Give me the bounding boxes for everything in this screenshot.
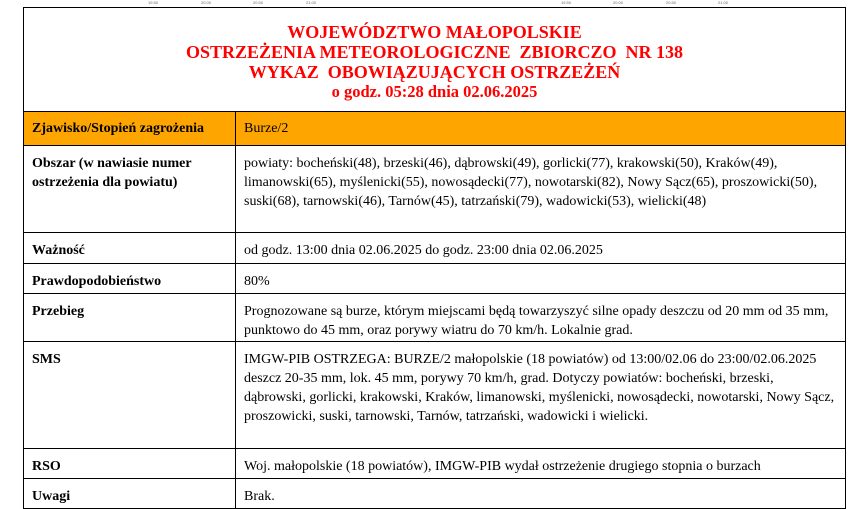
issued-time: o godz. 05:28 dnia 02.06.2025 bbox=[331, 82, 538, 101]
ruler-tick: 19.50 bbox=[561, 0, 572, 5]
table-row-rso bbox=[24, 449, 846, 479]
value-phenomenon: Burze/2 bbox=[236, 112, 846, 146]
ruler-tick: 20.00 bbox=[201, 0, 212, 5]
table-row-probability bbox=[24, 264, 846, 294]
value-sms: IMGW-PIB OSTRZEGA: BURZE/2 małopolskie (18 powiatów) od 13:00/02.06 do 23:00/02.06.2025 deszcz 20-35 mm, lok. 45 mm, porywy 70 km/h, grad. Dotyczy powiatów: bocheński, brzeski, dąbrowski, gorlicki, krakowski, Kraków, limanowski, myślenicki, nowosądecki, nowotarski, Nowy Sącz, proszowicki, suski, tarnowski, Tarnów, tatrzański, wadowicki i wielicki. bbox=[236, 342, 846, 449]
value-validity: od godz. 13:00 dnia 02.06.2025 do godz. 23:00 dnia 02.06.2025 bbox=[236, 233, 846, 264]
ruler-tick: 20.50 bbox=[253, 0, 264, 5]
value-rso: Woj. małopolskie (18 powiatów), IMGW-PIB wydał ostrzeżenie drugiego stopnia o burzach bbox=[236, 449, 846, 479]
label-rso: RSO bbox=[24, 449, 236, 479]
list-title: WYKAZ OBOWIĄZUJĄCYCH OSTRZEŻEŃ bbox=[248, 62, 621, 82]
value-course: Prognozowane są burze, którym miejscami będą towarzyszyć silne opady deszczu od 20 mm od 35 mm, punktowo do 45 mm, oraz porywy wiatru do 70 km/h. Lokalnie grad. bbox=[236, 294, 846, 342]
label-area: Obszar (w nawiasie numer ostrzeżenia dla powiatu) bbox=[24, 146, 236, 233]
region-title: WOJEWÓDZTWO MAŁOPOLSKIE bbox=[287, 22, 582, 42]
ruler-tick: 21.00 bbox=[718, 0, 729, 5]
document-header bbox=[23, 7, 846, 112]
table-row-validity bbox=[24, 233, 846, 264]
ruler-tick: 20.50 bbox=[666, 0, 677, 5]
table-row-course bbox=[24, 294, 846, 342]
value-area: powiaty: bocheński(48), brzeski(46), dąbrowski(49), gorlicki(77), krakowski(50), Kraków(49), limanowski(65), myślenicki(55), nowosądecki(77), nowotarski(82), Nowy Sącz(65), proszowicki(50), suski(68), tarnowski(46), Tarnów(45), tatrzański(79), wadowicki(53), wielicki(48) bbox=[236, 146, 846, 233]
table-row-phenomenon bbox=[24, 112, 846, 146]
value-notes: Brak. bbox=[236, 479, 846, 509]
warning-table bbox=[23, 111, 846, 509]
label-notes: Uwagi bbox=[24, 479, 236, 509]
table-row-area bbox=[24, 146, 846, 233]
warning-title: OSTRZEŻENIA METEOROLOGICZNE ZBIORCZO NR 138 bbox=[185, 42, 684, 62]
label-course: Przebieg bbox=[24, 294, 236, 342]
label-sms: SMS bbox=[24, 342, 236, 449]
ruler-tick: 21.00 bbox=[306, 0, 317, 5]
ruler-tick: 20.00 bbox=[613, 0, 624, 5]
label-probability: Prawdopodobieństwo bbox=[24, 264, 236, 294]
label-validity: Ważność bbox=[24, 233, 236, 264]
ruler bbox=[0, 0, 868, 7]
label-phenomenon: Zjawisko/Stopień zagrożenia bbox=[24, 112, 236, 146]
ruler-tick: 19.50 bbox=[148, 0, 159, 5]
table-row-sms bbox=[24, 342, 846, 449]
value-probability: 80% bbox=[236, 264, 846, 294]
table-row-notes bbox=[24, 479, 846, 509]
